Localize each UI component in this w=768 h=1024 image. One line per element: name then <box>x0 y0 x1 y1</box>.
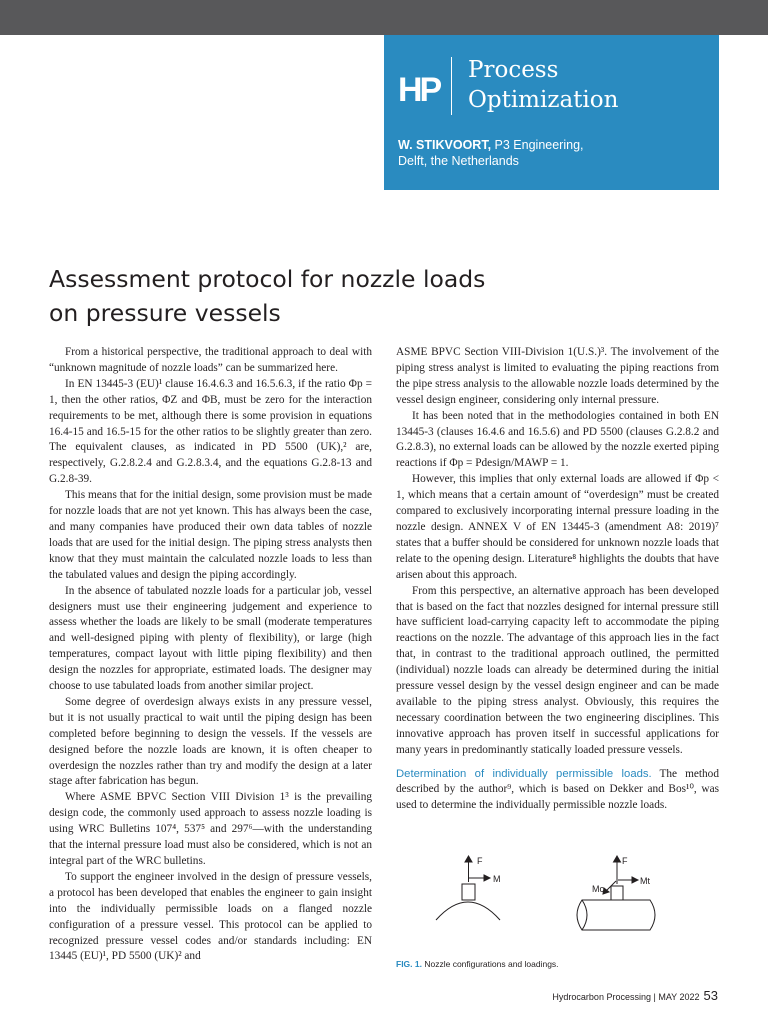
head-nozzle-diagram <box>436 856 500 920</box>
cylinder-end-line <box>582 900 587 930</box>
header-divider <box>451 57 452 115</box>
section-title <box>468 55 618 115</box>
page-number: 53 <box>703 988 718 1003</box>
label-f2: F <box>622 856 628 866</box>
section-title-line1: Process <box>468 57 559 83</box>
label-mc: Mc <box>592 884 604 894</box>
figure-caption <box>396 959 559 969</box>
paragraph: To support the engineer involved in the design of pressure vessels, a protocol has been developed that enables the engineer to gain insight into the individually permissible loads on a flanged nozzle configuration of a pressure vessel. This protocol can be applied to recognized pressure vessel codes and/or standards including: EN 13445 (EU)¹, PD 5500 (UK)² and <box>49 870 372 963</box>
label-mt: Mt <box>640 876 650 886</box>
article-title-line1: Assessment protocol for nozzle loads <box>49 265 486 293</box>
paragraph: In the absence of tabulated nozzle loads for a particular job, vessel designers must use their engineering judgement and experience to assess whether the loads are likely to be small (moderate temperatures and well-designed piping with plenty of flexibility), or large (high temperatures, compact layout with little piping flexibility) and then design the nozzles for appropriate, estimated loads. The designer may choose to use tabulated loads from another similar project. <box>49 584 372 693</box>
shell-nozzle-diagram <box>577 856 655 930</box>
moment-arrowhead-mt <box>632 877 638 883</box>
article-title-line2: on pressure vessels <box>49 299 281 327</box>
subheading: Determination of individually permissible loads. <box>396 767 652 780</box>
force-arrowhead-2 <box>614 856 621 862</box>
journal-name: Hydrocarbon Processing <box>552 992 651 1002</box>
nozzle-2 <box>611 886 623 900</box>
paragraph: ASME BPVC Section VIII-Division 1(U.S.)³. The involvement of the piping stress analyst is limited to evaluating the piping reactions from the pipe stress analysis to the allowable nozzle loads determined by the vessel design engineer, considering only internal pressure. <box>396 346 719 406</box>
force-arrowhead-1 <box>465 856 472 862</box>
paragraph: From a historical perspective, the traditional approach to deal with “unknown magnitude of nozzle loads” can be summarized here. <box>49 346 372 374</box>
hp-logo: HP <box>398 71 440 109</box>
paragraph: However, this implies that only external loads are allowed if Φp < 1, which means that a certain amount of “overdesign” must be created compared to exclusively incorporating internal pressure loading in the nozzle design. ANNEX V of EN 13445-3 (amendment A8: 2019)⁷ states that a buffer should be considered for unknown nozzle loads that relate to the opening design. Literature⁸ highlights the doubts that have arisen about this approach. <box>396 473 719 581</box>
left-column <box>49 345 372 965</box>
figure-caption-label: FIG. 1. <box>396 959 422 969</box>
cylinder-shell-outline <box>577 900 655 930</box>
section-header-box <box>384 35 719 190</box>
author-affiliation: P3 Engineering, <box>491 138 584 152</box>
author-block <box>398 137 584 169</box>
top-gray-bar <box>0 0 768 35</box>
figure-caption-text: Nozzle configurations and loadings. <box>421 959 559 969</box>
issue-date: MAY 2022 <box>658 992 700 1002</box>
page-footer <box>552 988 718 1003</box>
right-column <box>396 345 719 814</box>
author-name: W. STIKVOORT, <box>398 138 492 152</box>
section-title-line2: Optimization <box>468 87 619 113</box>
paragraph: In EN 13445-3 (EU)¹ clause 16.4.6.3 and 16.5.6.3, if the ratio Φp = 1, then the other ratios, ΦZ and ΦB, must be zero for the interaction requirements to be met, although there is some provision in equations 16.4-15 and 16.5-15 for the other ratios to be slightly greater than zero. The equivalent clauses, as indicated in PD 5500 (UK),² are, respectively, G.2.8.2.4 and G.2.8.3.4, and the equations G.2.8-13 and G.2.8-39. <box>49 377 372 486</box>
nozzle-1 <box>462 884 475 900</box>
figure-nozzle-configurations <box>396 848 719 958</box>
paragraph: Some degree of overdesign always exists in any pressure vessel, but it is not usually practical to wait until the piping design has been completed before beginning to design the vessels. If the vessels are designed before the nozzle loads are known, it is often cheaper to overdesign the nozzles rather than try and modify the design at a later stage after fabrication has begun. <box>49 695 372 788</box>
author-city: Delft, the Netherlands <box>398 154 519 168</box>
footer-separator: | <box>650 992 659 1002</box>
vessel-head-outline <box>436 902 500 920</box>
paragraph: Where ASME BPVC Section VIII Division 1³ is the prevailing design code, the commonly used approach to assess nozzle loading is using WRC Bulletins 107⁴, 537⁵ and 297⁶—with the understanding that the internal pressure load must also be considered, which is not an integral part of the WRC bulletins. <box>49 791 372 867</box>
paragraph: It has been noted that in the methodologies contained in both EN 13445-3 (clauses 16.4.6 and 16.5.6) and PD 5500 (clauses G.2.8.2 and G.2.8.3), no external loads can be allowed by the nozzle exerted piping reactions if Φp = Pdesign/MAWP = 1. <box>396 409 719 470</box>
label-f1: F <box>477 856 483 866</box>
article-title <box>49 262 699 330</box>
moment-arrowhead-1 <box>484 875 490 881</box>
label-m1: M <box>493 874 501 884</box>
paragraph: This means that for the initial design, some provision must be made for nozzle loads that are not yet known. This has always been the case, and many companies have produced their own data tables of nozzle loads that are used for the initial design. The piping stress analysts then know that they must maintain the calculated nozzle loads to less than the tabulated values and design the piping accordingly. <box>49 489 372 581</box>
paragraph: From this perspective, an alternative approach has been developed that is based on the fact that nozzles designed for internal pressure still have sufficient load-carrying capacity left to accommodate the piping reactions on the nozzle. The advantage of this approach lies in the fact that, in contrast to the traditional approach outlined, the permitted (individual) nozzle loads can already be determined during the initial pressure vessel design by the vessel design engineer and can be made available to the piping stress analyst. Obviously, this requires the necessary coordination between the two engineering disciplines. This innovative approach has proven itself in successful applications for many years in predominantly statically loaded pressure vessels. <box>396 584 719 756</box>
paragraph <box>396 767 719 815</box>
paragraph-text: The method described by the author⁹, which is based on Dekker and Bos¹⁰, was used to determine the individually permissible nozzle loads. <box>396 767 719 812</box>
